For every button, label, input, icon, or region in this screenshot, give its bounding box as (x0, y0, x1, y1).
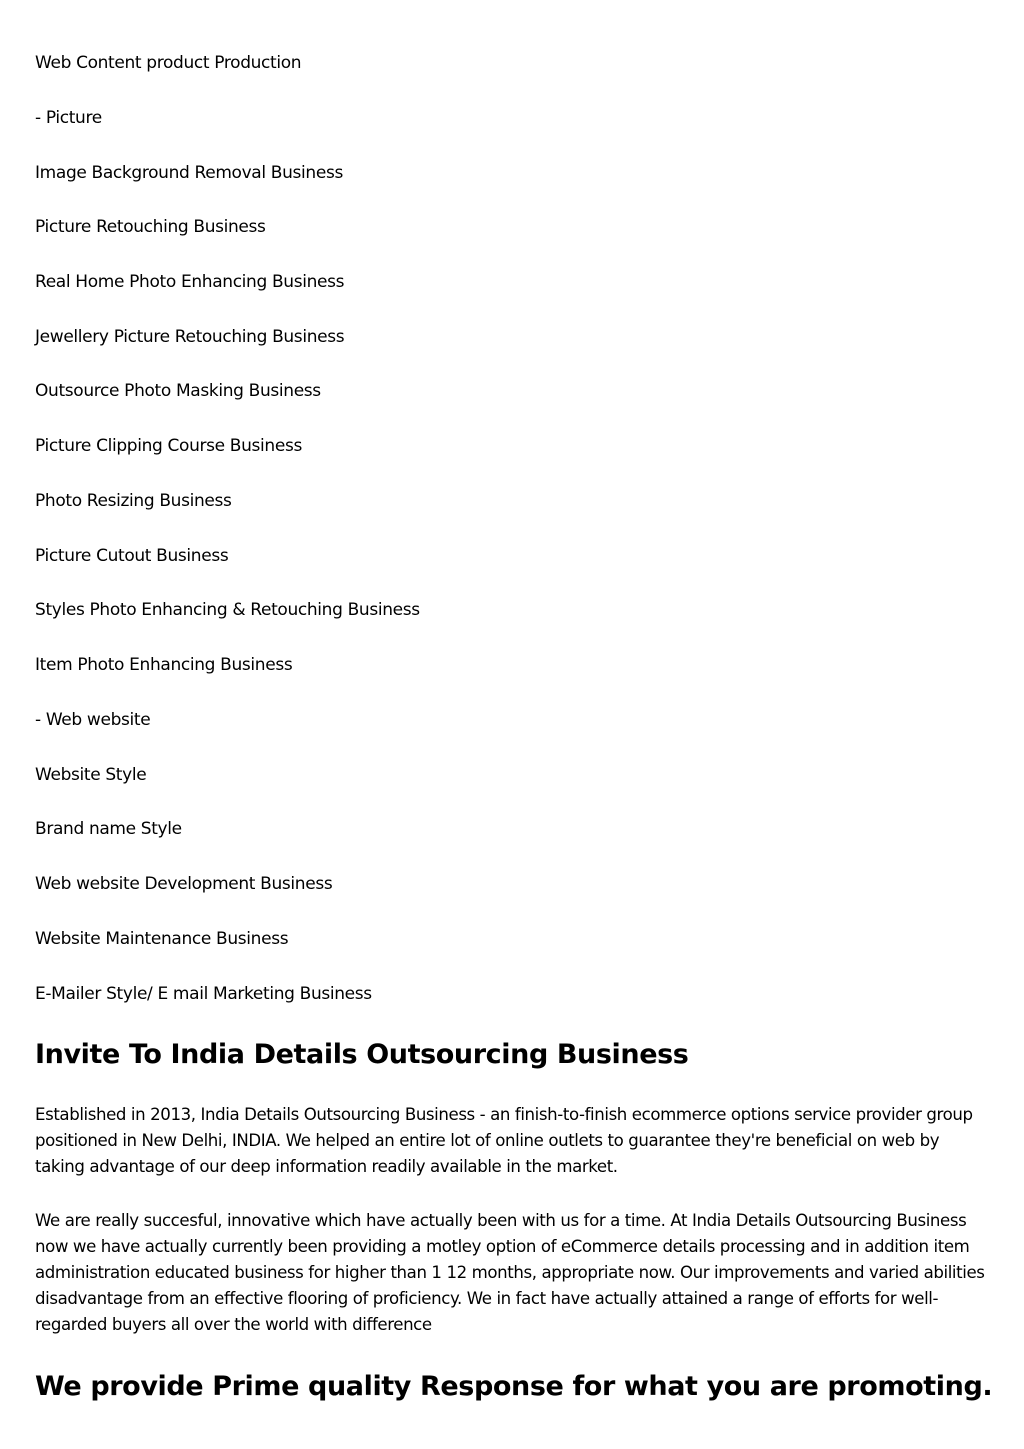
list-item: Website Style (35, 765, 147, 785)
list-item: Brand name Style (35, 819, 182, 839)
list-item: Picture Clipping Course Business (35, 436, 302, 456)
list-item: Image Background Removal Business (35, 163, 343, 183)
section-heading-invite: Invite To India Details Outsourcing Business (35, 1039, 689, 1070)
list-item: Styles Photo Enhancing & Retouching Business (35, 600, 420, 620)
list-item: - Web website (35, 710, 151, 730)
list-item: Picture Cutout Business (35, 546, 229, 566)
list-item: Item Photo Enhancing Business (35, 655, 293, 675)
list-item: Jewellery Picture Retouching Business (35, 327, 345, 347)
intro-paragraph: Established in 2013, India Details Outsourcing Business - an finish-to-finish ecommerce options service provider group positioned in New Delhi, INDIA. We helped an entire lot of online outlets to guarantee they're beneficial on web by taking advantage of our deep information readily available in the market. (35, 1105, 973, 1176)
list-item: - Picture (35, 108, 102, 128)
list-item: E-Mailer Style/ E mail Marketing Business (35, 984, 372, 1004)
list-item: Outsource Photo Masking Business (35, 381, 321, 401)
list-item: Real Home Photo Enhancing Business (35, 272, 345, 292)
list-item: Website Maintenance Business (35, 929, 289, 949)
list-item: Web Content product Production (35, 53, 302, 73)
about-paragraph: We are really succesful, innovative which have actually been with us for a time. At India Details Outsourcing Business now we have actually currently been providing a motley option of eCommerce details processing and in addition item administration educated business for higher than 1 12 months, appropriate now. Our improvements and varied abilities disadvantage from an effective flooring of proficiency. We in fact have actually attained a range of efforts for well-regarded buyers all over the world with difference (35, 1211, 985, 1334)
list-item: Picture Retouching Business (35, 217, 266, 237)
list-item: Photo Resizing Business (35, 491, 232, 511)
section-heading-quality: We provide Prime quality Response for what you are promoting. (35, 1371, 993, 1402)
list-item: Web website Development Business (35, 874, 333, 894)
